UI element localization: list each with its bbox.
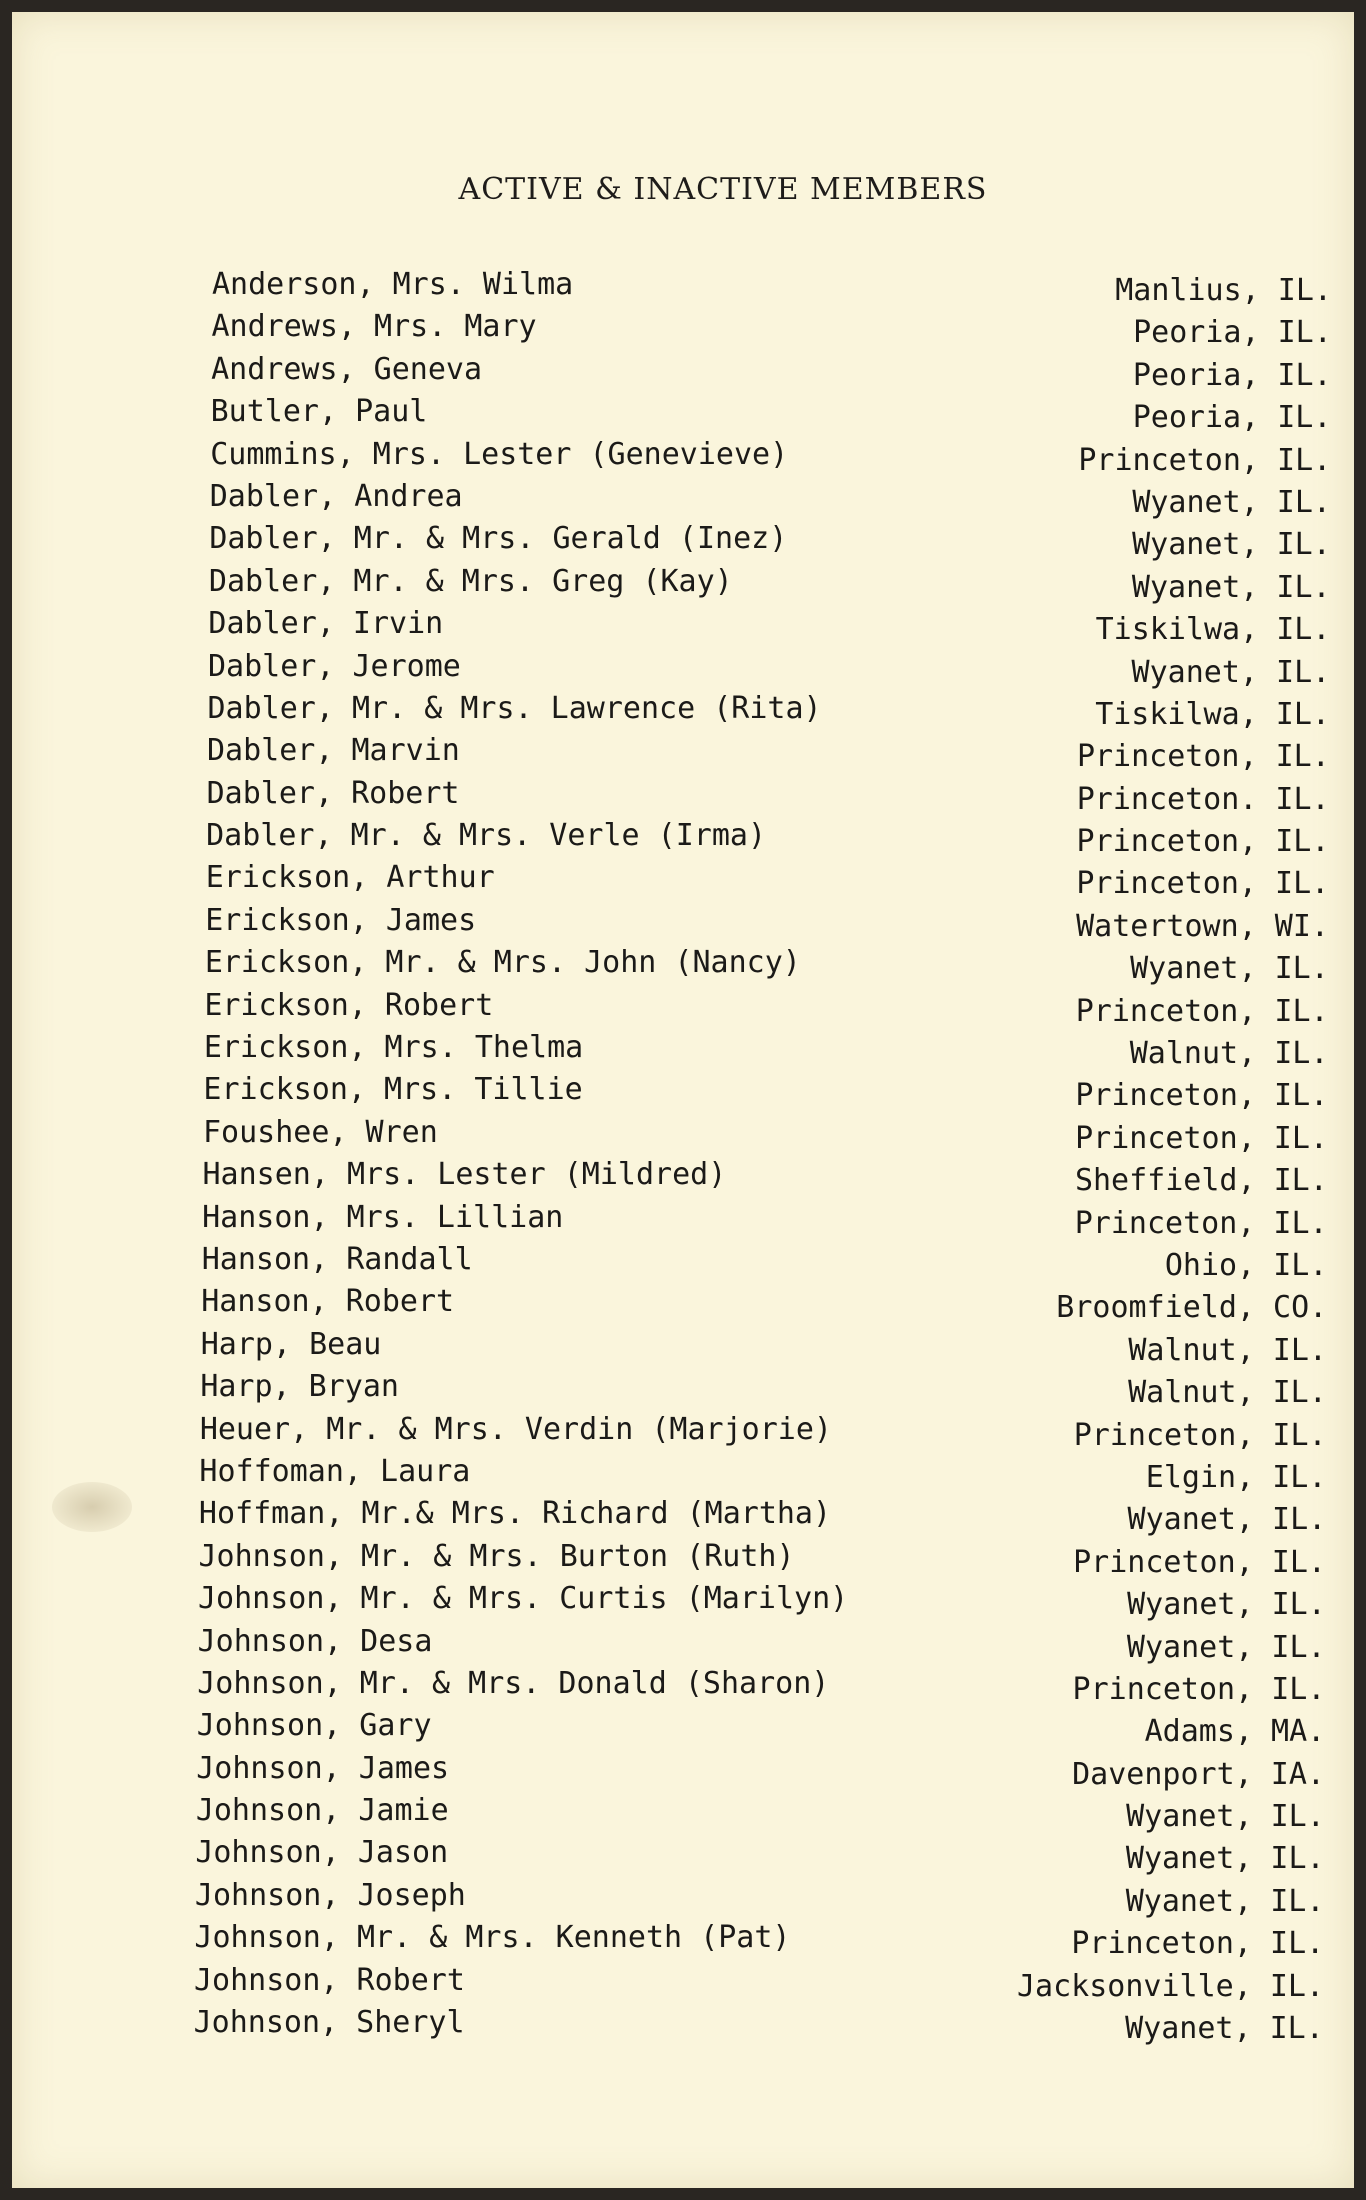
paper-stain — [52, 1482, 132, 1532]
member-name: Johnson, Sheryl — [193, 2005, 465, 2041]
member-row — [211, 352, 1332, 394]
member-name: Andrews, Geneva — [211, 351, 483, 387]
member-location: Wyanet, IL. — [1132, 484, 1331, 520]
member-location: Peoria, IL. — [1132, 357, 1332, 393]
document-page — [12, 12, 1354, 2188]
member-name: Erickson, Arthur — [205, 860, 495, 896]
member-location: Princeton, IL. — [1072, 1671, 1326, 1707]
member-location: Wyanet, IL. — [1126, 1799, 1325, 1835]
member-name: Hoffoman, Laura — [199, 1453, 471, 1489]
member-row — [205, 945, 1329, 987]
member-name: Heuer, Mr. & Mrs. Verdin (Marjorie) — [199, 1411, 832, 1447]
member-location: Princeton, IL. — [1076, 824, 1330, 860]
member-row — [203, 1115, 1328, 1157]
member-location: Princeton, IL. — [1076, 739, 1330, 775]
member-name: Dabler, Mr. & Mrs. Verle (Irma) — [206, 818, 767, 854]
member-location: Adams, MA. — [1144, 1714, 1326, 1750]
member-location: Wyanet, IL. — [1126, 1629, 1326, 1665]
member-name: Johnson, Jamie — [195, 1793, 449, 1829]
member-row — [199, 1496, 1326, 1538]
member-name: Johnson, James — [196, 1750, 450, 1786]
member-location: Princeton. IL. — [1076, 781, 1330, 817]
member-row — [195, 1835, 1324, 1877]
member-location: Tiskilwa, IL. — [1095, 612, 1331, 648]
member-row — [204, 1030, 1329, 1072]
member-name: Johnson, Mr. & Mrs. Curtis (Marilyn) — [198, 1581, 849, 1617]
member-location: Wyanet, IL. — [1131, 569, 1331, 605]
member-name: Erickson, Mr. & Mrs. John (Nancy) — [204, 945, 801, 981]
member-location: Wyanet, IL. — [1125, 2011, 1324, 2047]
member-location: Walnut, IL. — [1128, 1332, 1327, 1368]
member-row — [201, 1327, 1327, 1369]
member-row — [212, 309, 1332, 351]
member-name: Hanson, Randall — [201, 1241, 473, 1277]
member-location: Wyanet, IL. — [1132, 527, 1331, 563]
member-name: Hansen, Mrs. Lester (Mildred) — [202, 1157, 727, 1193]
member-row — [194, 1963, 1324, 2005]
member-row — [197, 1666, 1325, 1708]
member-location: Broomfield, CO. — [1056, 1290, 1328, 1326]
member-location: Elgin, IL. — [1145, 1459, 1327, 1495]
member-name: Erickson, Robert — [204, 987, 494, 1023]
member-name: Hanson, Mrs. Lillian — [202, 1199, 564, 1235]
member-row — [208, 606, 1330, 648]
member-name: Dabler, Andrea — [209, 478, 463, 514]
member-name: Andrews, Mrs. Mary — [211, 309, 537, 345]
member-name: Anderson, Mrs. Wilma — [212, 267, 574, 302]
member-name: Foushee, Wren — [203, 1114, 438, 1150]
member-name: Harp, Bryan — [200, 1369, 399, 1405]
member-name: Johnson, Desa — [197, 1623, 433, 1659]
member-row — [208, 691, 1331, 733]
member-name: Erickson, James — [205, 902, 477, 938]
member-row — [210, 437, 1331, 479]
member-location: Wyanet, IL. — [1127, 1587, 1326, 1623]
member-row — [200, 1412, 1327, 1454]
member-name: Dabler, Mr. & Mrs. Gerald (Inez) — [209, 521, 788, 557]
member-row — [196, 1751, 1325, 1793]
member-location: Princeton, IL. — [1075, 1120, 1328, 1156]
member-row — [198, 1624, 1326, 1666]
page-title: ACTIVE & INACTIVE MEMBERS — [458, 172, 988, 207]
member-row — [205, 903, 1329, 945]
member-location: Peoria, IL. — [1132, 400, 1332, 436]
member-location: Jacksonville, IL. — [1016, 1968, 1324, 2004]
member-row — [199, 1454, 1326, 1496]
member-location: Princeton, IL. — [1074, 1205, 1328, 1241]
member-location: Princeton, IL. — [1073, 1417, 1327, 1453]
member-row — [207, 733, 1330, 775]
member-name: Cummins, Mrs. Lester (Genevieve) — [210, 436, 789, 472]
member-location: Princeton, IL. — [1073, 1544, 1326, 1580]
member-row — [201, 1284, 1327, 1326]
member-name: Butler, Paul — [210, 394, 428, 430]
member-location: Ohio, IL. — [1164, 1247, 1328, 1283]
member-name: Johnson, Joseph — [194, 1877, 466, 1913]
member-row — [194, 2005, 1324, 2047]
member-row — [197, 1708, 1326, 1750]
member-location: Sheffield, IL. — [1074, 1163, 1328, 1199]
member-row — [210, 479, 1331, 521]
member-list — [193, 267, 1332, 2047]
member-row — [194, 1920, 1324, 1962]
member-row — [206, 860, 1330, 902]
member-location: Manlius, IL. — [1115, 273, 1332, 308]
member-name: Dabler, Marvin — [207, 733, 460, 769]
member-row — [195, 1878, 1325, 1920]
member-location: Davenport, IA. — [1072, 1756, 1325, 1792]
member-row — [200, 1369, 1327, 1411]
member-location: Peoria, IL. — [1133, 315, 1332, 351]
member-row — [211, 394, 1332, 436]
member-name: Hoffman, Mr.& Mrs. Richard (Martha) — [198, 1496, 832, 1532]
member-row — [206, 818, 1329, 860]
member-name: Erickson, Mrs. Tillie — [203, 1072, 583, 1108]
member-row — [203, 1157, 1328, 1199]
member-location: Princeton, IL. — [1071, 1926, 1325, 1962]
member-row — [202, 1200, 1328, 1242]
member-name: Johnson, Jason — [195, 1835, 449, 1871]
member-name: Johnson, Gary — [196, 1708, 432, 1744]
member-location: Watertown, WI. — [1076, 908, 1329, 944]
member-row — [212, 267, 1332, 309]
member-name: Harp, Beau — [200, 1326, 382, 1362]
member-location: Princeton, IL. — [1075, 1078, 1329, 1114]
member-row — [208, 649, 1330, 691]
member-name: Johnson, Mr. & Mrs. Donald (Sharon) — [197, 1665, 830, 1701]
member-name: Dabler, Irvin — [208, 606, 444, 642]
member-location: Tiskilwa, IL. — [1095, 696, 1330, 732]
member-row — [199, 1539, 1327, 1581]
member-row — [209, 564, 1331, 606]
member-location: Wyanet, IL. — [1131, 654, 1331, 690]
member-name: Dabler, Mr. & Mrs. Greg (Kay) — [208, 563, 733, 599]
member-name: Johnson, Robert — [194, 1962, 465, 1998]
member-location: Princeton, IL. — [1078, 442, 1332, 478]
member-row — [204, 988, 1328, 1030]
member-row — [203, 1072, 1328, 1114]
member-location: Wyanet, IL. — [1125, 1883, 1325, 1919]
member-name: Dabler, Mr. & Mrs. Lawrence (Rita) — [207, 690, 822, 726]
member-location: Princeton, IL. — [1076, 866, 1330, 902]
member-name: Johnson, Mr. & Mrs. Kenneth (Pat) — [194, 1920, 791, 1956]
member-row — [209, 521, 1331, 563]
member-name: Dabler, Jerome — [208, 648, 461, 684]
member-location: Wyanet, IL. — [1127, 1502, 1327, 1538]
member-location: Wyanet, IL. — [1130, 951, 1329, 987]
member-name: Johnson, Mr. & Mrs. Burton (Ruth) — [198, 1538, 795, 1574]
member-location: Wyanet, IL. — [1125, 1841, 1325, 1877]
member-location: Princeton, IL. — [1075, 993, 1329, 1029]
member-row — [202, 1242, 1328, 1284]
member-location: Walnut, IL. — [1128, 1375, 1327, 1411]
member-row — [198, 1581, 1326, 1623]
member-name: Hanson, Robert — [201, 1284, 455, 1320]
member-row — [196, 1793, 1325, 1835]
member-row — [207, 776, 1330, 818]
member-name: Dabler, Robert — [206, 775, 460, 811]
member-name: Erickson, Mrs. Thelma — [203, 1030, 584, 1066]
member-location: Walnut, IL. — [1129, 1036, 1329, 1072]
